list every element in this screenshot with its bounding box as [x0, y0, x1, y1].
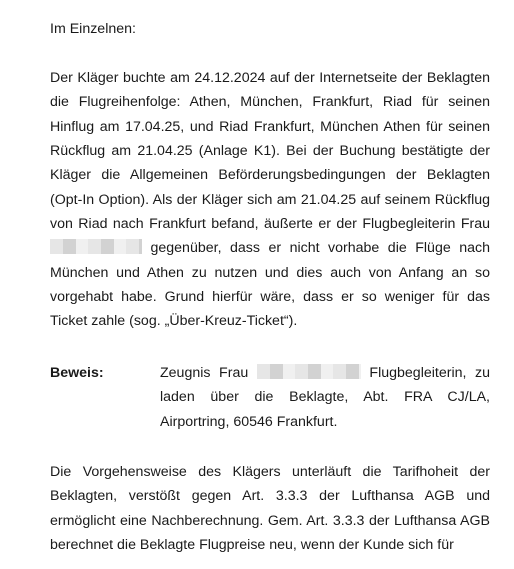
section-intro: Im Einzelnen:	[50, 21, 136, 37]
paragraph-legal-argument: Die Vorgehensweise des Klägers unterläuft die Tarifhoheit der Beklagten, verstößt gegen Art. 3.3.3 der Lufthansa AGB und ermöglicht eine Nachberechnung. Gem. Art. 3.3.3 der Lufthansa AGB berechnet die Beklagte Flugpreise neu, wenn der Kunde sich für	[50, 464, 490, 554]
redacted-name	[50, 239, 142, 254]
evidence-text-after-redaction: Flugbegleiterin, zu laden über die Beklagte, Abt. FRA CJ/LA, Airportring, 60546 Frankfurt.	[160, 365, 490, 430]
evidence-text-before-redaction: Zeugnis Frau	[160, 365, 249, 381]
paragraph-text-before-redaction: Der Kläger buchte am 24.12.2024 auf der Internetseite der Beklagten die Flugreihenfolge: Athen, München, Frankfurt, Riad für seinen Hinflug am 17.04.25, und Riad Frankfurt, München Athen für seinen Rückflug am 21.04.25 (Anlage K1). Bei der Buchung bestätigte der Kläger die Allgemeinen Beförderungsbedingungen der Beklagten (Opt-In Option). Als der Kläger sich am 21.04.25 auf seinem Rückflug von Riad nach Frankfurt befand, äußerte er der Flugbegleiterin Frau	[50, 70, 490, 233]
evidence-block	[50, 361, 490, 437]
redacted-witness-name	[257, 364, 361, 379]
paragraph-text-after-redaction: gegenüber, dass er nicht vorhabe die Flüge nach München und Athen zu nutzen und dies auch von Anfang an so vorgehabt habe. Grund hierfür wäre, dass er so weniger für das Ticket zahle (sog. „Über-Kreuz-Ticket“).	[50, 240, 490, 330]
paragraph-booking-facts	[50, 66, 490, 334]
evidence-text	[160, 361, 490, 434]
evidence-label: Beweis:	[50, 365, 104, 381]
